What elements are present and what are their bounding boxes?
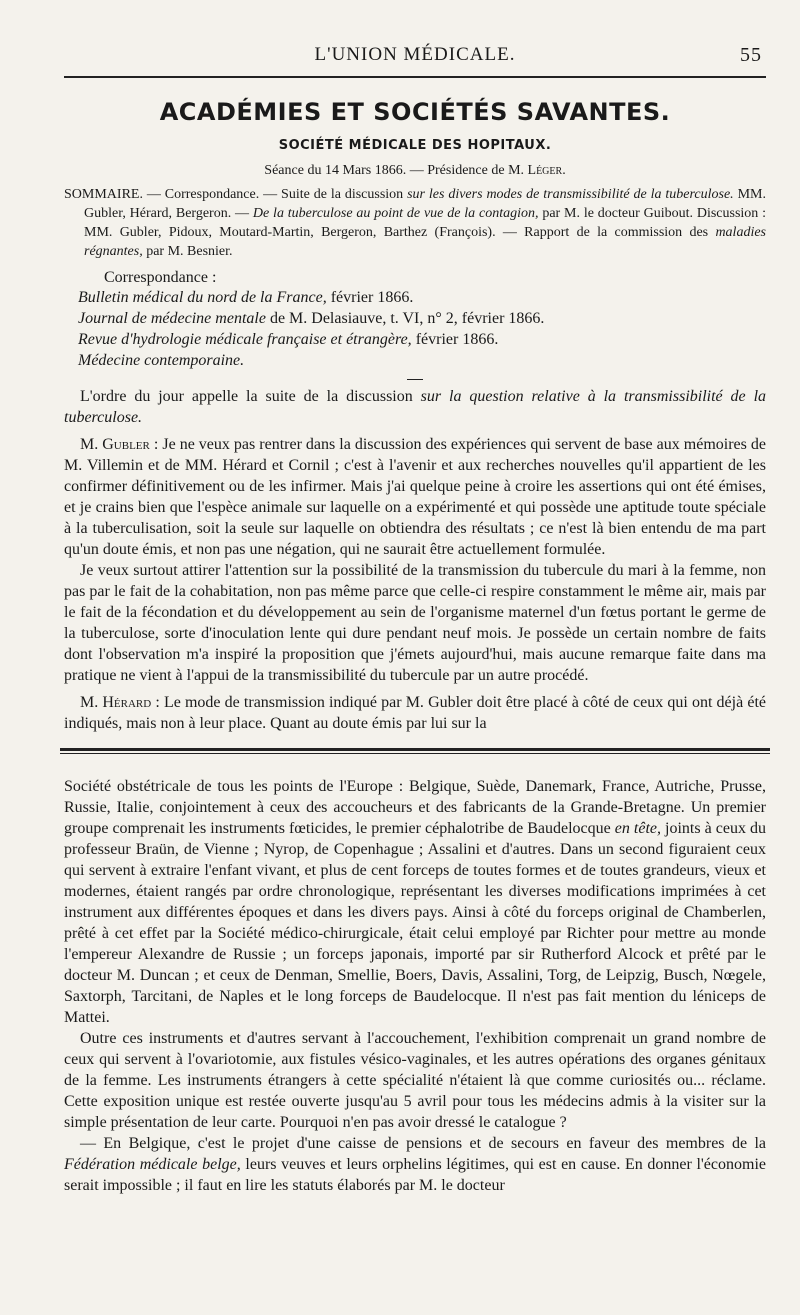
section-title: ACADÉMIES ET SOCIÉTÉS SAVANTES. bbox=[159, 98, 671, 126]
page-number: 55 bbox=[740, 44, 762, 66]
feuilleton-italic: Fédération médicale belge, bbox=[64, 1156, 241, 1173]
sommaire-text: par M. Besnier. bbox=[142, 244, 233, 259]
separator-dash bbox=[407, 379, 423, 380]
feuilleton-separator bbox=[60, 748, 770, 754]
ordre-text: L'ordre du jour appelle la suite de la discussion bbox=[80, 388, 421, 405]
feuilleton-text: — En Belgique, c'est le projet d'une caisse de pensions et de secours en faveur des membres de la bbox=[80, 1135, 766, 1152]
speech-text: Je veux surtout attirer l'attention sur la possibilité de la transmission du tubercule du mari à la femme, non pas par le fait de la cohabitation, non pas même parce que celle-ci respire constamment le même air, mais par le fait de la fécondation et du développement au sein de l'organisme maternel d'un fœtus portant le germe de la tuberculose, sorte d'inoculation lente qui dure pendant neuf mois. Je possède un certain nombre de faits dont l'observation m'a inspiré la proposition que j'émets aujourd'hui, mais aucune remarque faite dans ma pratique ne vient à l'appui de la transmissibilité du tubercule par un autre procédé. bbox=[64, 562, 766, 684]
speech-text: : Le mode de transmission indiqué par M. Gubler doit être placé à côté de ceux qui ont déjà été indiqués, mais non à leur place. Quant au doute émis par lui sur la bbox=[64, 694, 767, 732]
ordre-italic: sur la question relative à la transmissibilité de la tuberculose. bbox=[64, 388, 767, 426]
feuilleton-text: joints à ceux du professeur Braün, de Vienne ; Nyrop, de Copenhague ; Assalini et d'autres. Dans un second figuraient ceux qui servent à extraire l'enfant vivant, et plus de cent forceps de toutes formes et de toutes grandeurs, vieux et modernes, étaient rangés par ordre chronologique, représentant les diverses modifications imprimées à cet instrument aux différentes époques et dans les divers pays. Ainsi à côté du forceps original de Chamberlen, prêté à cet effet par la Société médico-chirurgicale, était celui employé par Richter pour mettre au monde l'empereur Alexandre de Russie ; un forceps japonais, importé par sir Rutherford Alcock et prêté par le docteur M. Duncan ; et ceux de Denman, Smellie, Boers, Davis, Assalini, Torg, de Leipzig, Busch, Nœgele, Saxtorph, Tarcitani, de Naples et le long forceps de Baudelocque. Il n'est pas fait mention du léniceps de Mattei. bbox=[64, 820, 766, 1026]
journal-title: Journal de médecine mentale bbox=[78, 310, 266, 327]
feuilleton-italic: en tête, bbox=[614, 820, 662, 837]
gubler-paragraph bbox=[64, 434, 766, 560]
sommaire-label: SOMMAIRE. bbox=[64, 187, 143, 202]
journal-details: février 1866. bbox=[326, 289, 414, 306]
journal-details: février 1866. bbox=[411, 331, 499, 348]
sommaire-italic: maladies régnantes, bbox=[84, 225, 766, 259]
journal-title: Médecine contemporaine. bbox=[78, 352, 245, 369]
feuilleton-text: leurs veuves et leurs orphelins légitimes, qui est en cause. En donner l'économie serait impossible ; il faut en lire les statuts élaborés par M. le docteur bbox=[64, 1156, 766, 1194]
ordre-du-jour-paragraph bbox=[64, 386, 766, 428]
herard-paragraph bbox=[64, 692, 766, 734]
gubler-paragraph-2 bbox=[64, 560, 766, 686]
sommaire-text: MM. Gubler, Hérard, Bergeron. — bbox=[84, 187, 766, 221]
correspondance-heading: Correspondance : bbox=[104, 269, 217, 286]
header-rule bbox=[64, 76, 766, 78]
correspondance-item bbox=[78, 350, 766, 371]
seance-date: Séance du 14 Mars 1866. — Présidence de M. bbox=[264, 163, 528, 178]
sommaire bbox=[64, 185, 766, 261]
speaker-name: M. Gubler bbox=[80, 436, 150, 453]
society-name: SOCIÉTÉ MÉDICALE DES HOPITAUX. bbox=[278, 138, 552, 153]
correspondance-item bbox=[78, 308, 766, 329]
speech-text: : Je ne veux pas rentrer dans la discussion des expériences qui servent de base aux mémoires de M. Villemin et de MM. Hérard et Cornil ; c'est à l'avenir et aux recherches nouvelles qu'il appartient de les confirmer définitivement ou de les infirmer. Mais j'ai quelque peine à croire les assertions qui ont été émises, et je crains bien que l'espèce animale sur laquelle on a expérimenté et qui possède une aptitude toute spéciale à la tuberculisation, soit la seule sur laquelle on obtiendra des résultats ; ce n'est là bien entendu de ma part qu'un doute émis, et non pas une négation, qui ne saurait être actuellement formulée. bbox=[64, 436, 766, 558]
seance-president: Léger bbox=[527, 163, 563, 178]
running-title: L'UNION MÉDICALE. bbox=[314, 44, 516, 65]
feuilleton-paragraph-3 bbox=[64, 1133, 766, 1196]
journal-title: Revue d'hydrologie médicale française et étrangère, bbox=[78, 331, 412, 348]
feuilleton-paragraph-1 bbox=[64, 776, 766, 1028]
sommaire-text: par M. le docteur Guibout. Discussion : MM. Gubler, Pidoux, Moutard-Martin, Bergeron, Barthez (François). — Rapport de la commission des bbox=[84, 206, 767, 240]
feuilleton-text: Société obstétricale de tous les points de l'Europe : Belgique, Suède, Danemark, France, Autriche, Prusse, Russie, Italie, conjointement à ceux des accoucheurs et des fabricants de la Grande-Bretagne. Un premier groupe comprenait les instruments fœticides, le premier céphalotribe de Baudelocque bbox=[64, 778, 766, 837]
running-header bbox=[64, 44, 766, 74]
journal-details: de M. Delasiauve, t. VI, n° 2, février 1866. bbox=[265, 310, 545, 327]
seance-suffix: . bbox=[562, 163, 566, 178]
sommaire-text: — Correspondance. — Suite de la discussion bbox=[142, 187, 408, 202]
seance-line bbox=[64, 163, 766, 179]
sommaire-italic: De la tuberculose au point de vue de la contagion, bbox=[252, 206, 539, 221]
feuilleton-paragraph-2: Outre ces instruments et d'autres servant à l'accouchement, l'exhibition comprenait un grand nombre de ceux qui servent à l'ovariotomie, aux fistules vésico-vaginales, et les autres opérations des organes génitaux de la femme. Les instruments étrangers à cette spécialité n'étaient là que comme curiosités ou... réclame. Cette exposition unique est restée ouverte jusqu'au 5 avril pour tous les médecins admis à la visiter sur la simple présentation de leur carte. Pourquoi n'en pas avoir dressé le catalogue ? bbox=[64, 1030, 766, 1131]
journal-title: Bulletin médical du nord de la France, bbox=[78, 289, 327, 306]
correspondance-item bbox=[78, 287, 766, 308]
speaker-name: M. Hérard bbox=[80, 694, 152, 711]
correspondance-item bbox=[78, 329, 766, 350]
sommaire-italic: sur les divers modes de transmissibilité de la tuberculose. bbox=[407, 187, 734, 202]
